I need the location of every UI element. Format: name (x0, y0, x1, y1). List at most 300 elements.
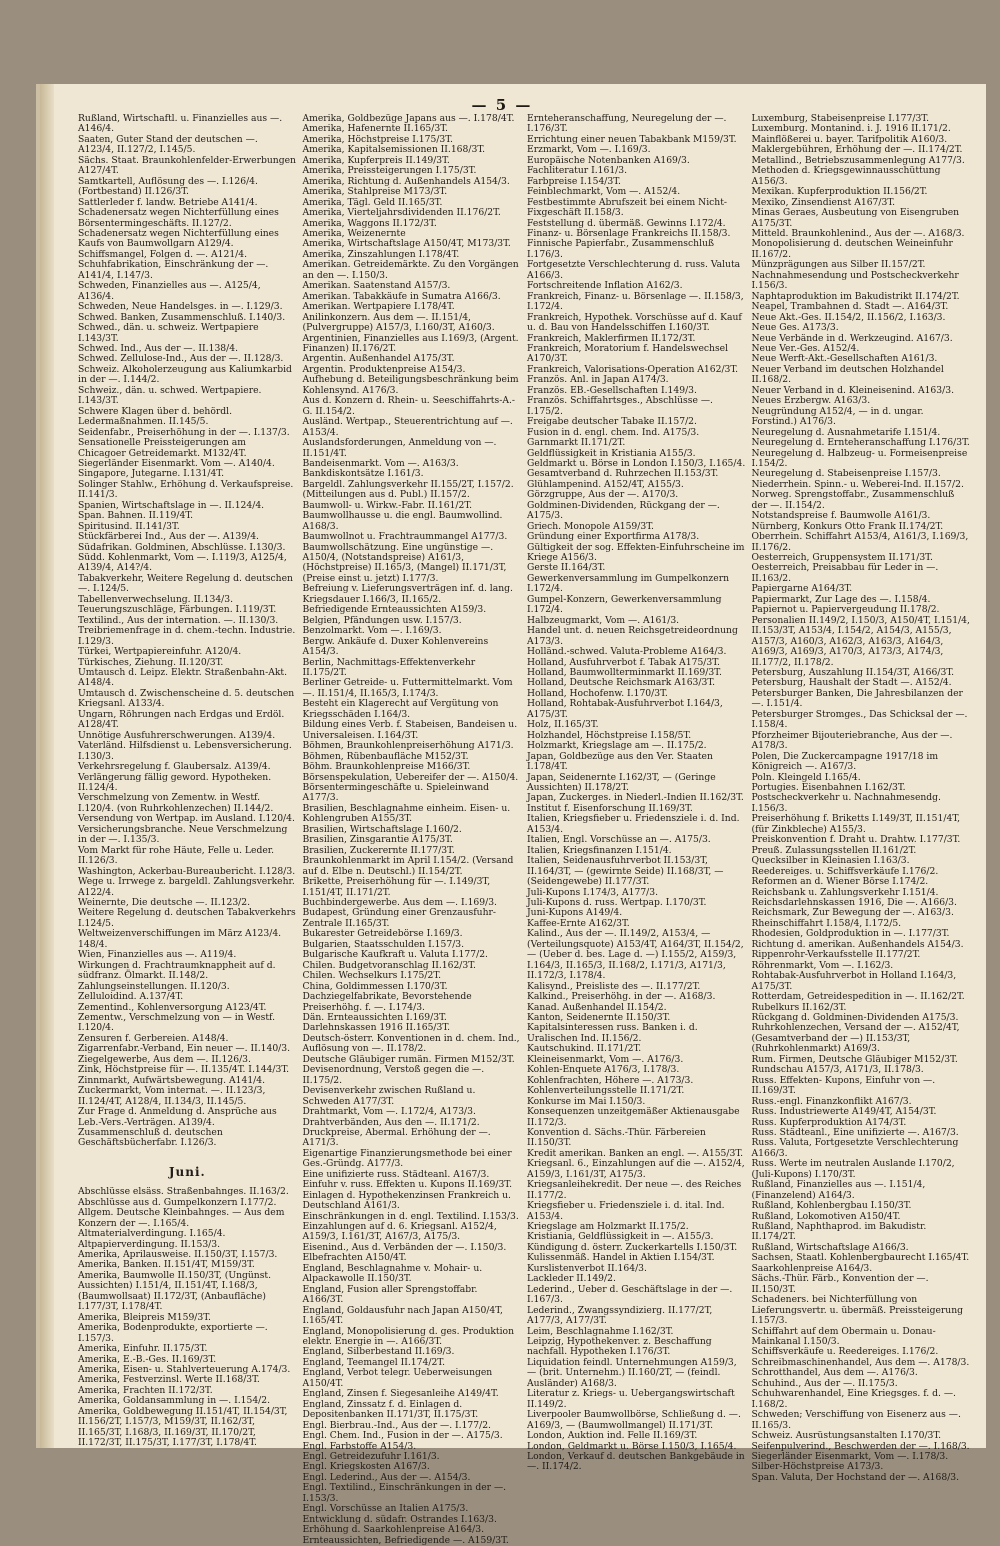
index-entry: Kündigung d. österr. Zuckerkartells I.150/3T. (527, 1241, 738, 1253)
index-entry: Zementw., Verschmelzung von — in Westf. I.120/4. (78, 1011, 276, 1034)
index-entry: England, Monopolisierung d. ges. Produktion elektr. Energie in —. A166/3T. (302, 1325, 515, 1348)
index-entry: Bildung eines Verb. f. Stabeisen, Bandeisen u. Universaleisen. I.164/3T. (302, 719, 518, 741)
index-entry: Chilen. Budgetvoranschlag II.162/3T. (302, 959, 476, 971)
index-entry: Fortschreitende Inflation A162/3. (527, 280, 683, 292)
index-entry: Kurslistenverbot II.164/3. (527, 1262, 647, 1274)
index-entry: Reichsbank u. Zahlungsverkehr I.151/4. (751, 886, 939, 898)
index-entry: Frankreich, Maklerfirmen II.172/3T. (527, 332, 696, 344)
index-entry: Kriegsanl. 6., Einzahlungen auf die —. A152/4, A159/3, I.161/3T, A175/3. (527, 1158, 745, 1180)
index-entry: Spanien, Wirtschaftslage in —. II.124/4. (78, 499, 265, 511)
index-entry: Börsenspekulation, Uebereifer der —. A150/4. (302, 771, 519, 783)
index-entry: Finnische Papierfabr., Zusammenschluß I.176/3. (527, 238, 715, 260)
index-entry: Rußland, Wirtschaftslage A166/3. (751, 1241, 909, 1253)
index-entry: Amerika, Weizenernte (302, 227, 406, 239)
index-entry: Holland, Hochofenw. I.170/3T. (527, 687, 668, 699)
index-entry: Personalien II.149/2, I.150/3, A150/4T, I.151/4, II.153/3T, A153/4, I.154/2, A154/3, A155/3, A157/3, A160/3, A162/3, A163/3, A164/3, A169/3, A169/3, A170/3, A173/3, A174/3, II.177/2, II.178/2. (751, 614, 970, 668)
index-entry: Schuhwarenhandel, Eine Kriegsges. f. d. —. I.168/2. (751, 1388, 956, 1410)
index-entry: Gesamtverband d. Ruhrzechen II.153/3T. (527, 468, 719, 480)
index-entry: Amerika, Bleipreis M159/3T. (78, 1311, 211, 1323)
index-entry: Elbefrachten A150/4T. (302, 1252, 407, 1264)
index-entry: Europäische Notenbanken A169/3. (527, 154, 690, 166)
index-entry: Siegerländer Eisenmarkt, Vom —. I.178/3. (751, 1451, 949, 1462)
index-entry: Oesterreich, Preisabbau für Leder in —. II.163/2. (751, 562, 939, 584)
index-entry: Saaten, Guter Stand der deutschen —. A123/4, II.127/2, I.145/5. (78, 133, 258, 156)
index-entry: Zuckermarkt, Vom internat. —. II.123/3, II.124/4T, A128/4, II.134/3, II.145/5. (78, 1085, 266, 1107)
index-entry: Kautschukind. II.171/2T. (527, 1043, 642, 1055)
index-entry: Amerika, Kapitalsemissionen II.168/3T. (302, 144, 486, 156)
index-entry: Südd. Kohlenmarkt, Vom —. I.119/3, A125/4, A139/4, A14?/4. (78, 552, 287, 574)
index-entry: Neue Verbände in d. Werkzeugind. A167/3. (751, 332, 953, 344)
index-entry: Preuß. Zulassungsstellen II.161/2T. (751, 844, 917, 856)
index-entry: Holzhandel, Höchstpreise I.158/5T. (527, 729, 692, 741)
index-entry: Schiffahrt auf dem Obermain u. Donau-Mainkanal I.150/3. (751, 1325, 936, 1348)
index-entry: Maklergebühren, Erhöhung der —. II.174/2T. (751, 144, 963, 156)
index-entry: Liverpooler Baumwollbörse, Schließung d. —. A169/3, — (Baumwollmangel) II.171/3T. (527, 1409, 741, 1431)
index-entry: Verkehrsregelung f. Glaubersalz. A139/4. (78, 761, 271, 773)
index-entry: London, Geldmarkt u. Börse I.150/3, I.165/4. (527, 1440, 737, 1452)
index-entry: Bulgarische Kaufkraft u. Valuta I.177/2. (302, 949, 488, 961)
index-entry: Amerika, Waggons II.172/3T. (302, 217, 437, 229)
index-entry: Amerikan. Getreidemärkte. Zu den Vorgängen an den —. I.150/3. (302, 259, 519, 281)
index-entry: Neues Erzbergw. A163/3. (751, 395, 871, 407)
index-entry: Goldminen-Dividenden, Rückgang der —. A175/3. (527, 499, 720, 522)
index-entry: Richtung d. amerikan. Außenhandels A154/3. (751, 938, 964, 950)
index-entry: Schadenersatz wegen Nichterfüllung eines Börsentermingeschäfts. II.127/2. (78, 207, 279, 229)
index-entry: Einschränkungen in d. engl. Textilind. I.153/3. (302, 1210, 519, 1222)
index-entry: Amerikan. Wertpapiere I.178/4T. (302, 301, 455, 313)
index-entry: England, Zinssatz f. d. Einlagen d. Depositenbanken II.171/3T, II.175/3T. (302, 1398, 479, 1421)
index-entry: Bankdiskontsätze I.161/3. (302, 468, 424, 480)
index-entry: Samtkartell, Auflösung des —. I.126/4. (Fortbestand) II.126/3T. (78, 175, 258, 198)
index-entry: Türkisches, Ziehung. II.120/3T. (78, 656, 224, 668)
index-entry: Fortgesetzte Verschlechterung d. russ. Valuta A166/3. (527, 259, 741, 281)
index-entry: Kanad. Außenhandel II.154/2. (527, 1001, 667, 1013)
index-entry: Zur Frage d. Anmeldung d. Ansprüche aus Leb.-Vers.-Verträgen. A139/4. (78, 1106, 277, 1128)
index-entry: Niederrhein. Spinn.- u. Weberei-Ind. II.157/2. (751, 478, 964, 490)
index-entry: Rückgang d. Goldminen-Dividenden A175/3. (751, 1011, 959, 1023)
index-entry: Wirkungen d. Frachtraumknappheit auf d. südfranz. Ölmarkt. II.148/2. (78, 959, 276, 982)
index-entry: Engl. Kriegskosten A167/3. (302, 1461, 430, 1473)
index-entry: Besteht ein Klagerecht auf Vergütung von Kriegsschäden I.164/3. (302, 698, 499, 720)
index-entry: England, Zinsen f. Siegesanleihe A149/4T. (302, 1388, 499, 1400)
index-entry: Amerika, Baumwolle II.150/3T, (Ungünst. Aussichten) I.151/4, II.151/4T, I.168/3, (Baumwollsaat) II.172/3T, (Anbaufläche) I.177/3T, I.178/4T. (78, 1269, 272, 1313)
index-entry: Bandeisenmarkt. Vom —. A163/3. (302, 457, 459, 469)
index-entry: Griech. Monopole A159/3T. (527, 520, 654, 532)
index-columns (78, 113, 970, 1546)
index-entry: Rundschau A157/3, A171/3, II.178/3. (751, 1064, 924, 1076)
index-entry: Weinernte, Die deutsche —. II.123/2. (78, 896, 251, 908)
index-entry: Bargeldl. Zahlungsverkehr II.155/2T, I.157/2. (Mitteilungen aus d. Publ.) II.157/2. (302, 478, 514, 501)
index-entry: Schwere Klagen über d. behördl. Ledermaßnahmen. II.145/5. (78, 405, 233, 428)
index-entry: Amerika, Eisen- u. Stahlverteuerung A.174/3. (78, 1364, 291, 1376)
index-entry: Altmaterialverdingung. I.165/4. (78, 1228, 226, 1240)
index-entry: Ungarn, Röhrungen nach Erdgas und Erdöl. A128/4T. (78, 708, 285, 731)
index-entry: Schadenersatz wegen Nichterfüllung eines Kaufs von Baumwollgarn A129/4. (78, 227, 279, 250)
index-entry: Reedereiges. u. Schiffsverkäufe I.176/2. (751, 865, 939, 877)
index-entry: Französ. Schiffahrtsges., Abschlüsse —. I.175/2. (527, 395, 713, 417)
index-entry: Poln. Kleingeld I.165/4. (751, 771, 861, 783)
index-entry: Einlagen d. Hypothekenzinsen Frankreich u. Deutschland A161/3. (302, 1189, 511, 1212)
index-entry: Schiffsmangel, Folgen d. —. A121/4. (78, 248, 248, 260)
index-entry: Engl. Lederind., Aus der —. A154/3. (302, 1471, 471, 1483)
index-entry: Polen, Die Zuckercampagne 1917/18 im Königreich —. A167/3. (751, 750, 939, 773)
index-entry: England, Fusion aller Sprengstoffabr. A166/3T. (302, 1283, 478, 1306)
index-entry: Buchbindergewerbe. Aus dem —. I.169/3. (302, 896, 497, 908)
index-entry: Fachliteratur I.161/3. (527, 165, 628, 177)
index-entry: Berlin, Nachmittags-Effektenverkehr II.175/2T. (302, 656, 476, 679)
index-entry: Konkurse im Mai I.150/3. (527, 1095, 646, 1107)
index-entry: Liquidation feindl. Unternehmungen A159/3, — (brit. Unternehm.) II.160/2T, — (feindl. Ausländer) A168/3. (527, 1356, 737, 1389)
index-entry: Amerika, Goldbewegung II.151/4T, II.154/3T, II.156/2T, I.157/3, M159/3T, II.162/3T, II.165/3T, I.168/3, II.169/3T, II.170/2T, II.172/3T, II.175/3T, I.177/3T, I.178/4T. (78, 1405, 288, 1449)
index-entry: Spiritusind. II.141/3T. (78, 520, 180, 532)
index-entry: Amerika, Wirtschaftslage A150/4T, M173/3T. (302, 238, 511, 250)
index-entry: Petersburger Banken, Die Jahresbilanzen der —. I.151/4. (751, 687, 963, 710)
index-entry: Kapitalsinteressen russ. Banken i. d. Uralischen Ind. II.156/2. (527, 1022, 698, 1044)
index-entry: Geldmarkt u. Börse in London I.150/3, I.165/4. (527, 457, 746, 469)
index-entry: Russ. Kupferproduktion A174/3T. (751, 1116, 907, 1128)
index-entry: Juli-Kupons d. russ. Wertpap. I.170/3T. (527, 896, 707, 908)
index-entry: Finanz- u. Börsenlage Frankreichs II.158/3. (527, 227, 731, 239)
index-entry: England, Beschlagnahme v. Mohair- u. Alpackawolle II.150/3T. (302, 1262, 483, 1285)
index-entry: Türkei, Wertpapiereinfuhr. A120/4. (78, 646, 242, 658)
index-entry: Darlehnskassen 1916 II.165/3T. (302, 1022, 451, 1034)
index-entry: Schweiz., dän. u. schwed. Wertpapiere. I.143/3T. (78, 384, 262, 407)
index-entry: Eine unifizierte russ. Städteanl. A167/3. (302, 1168, 490, 1180)
index-entry: Rußland, Naphthaprod. im Bakudistr. II.174/2T. (751, 1221, 927, 1243)
index-entry: Kalind., Aus der —. II.149/2, A153/4, — (Verteilungsquote) A153/4T, A164/3T, II.154/2, — (Ueber d. bes. Lage d. —) I.155/2, A159/3, I.164/3, II.165/3, II.168/2, I.171/3, A171/3, II.172/3, I.178/4. (527, 928, 744, 982)
index-entry: Amerikan. Saatenstand A157/3. (302, 280, 451, 292)
index-entry: Druckpreise, Abermal. Erhöhung der —. A171/3. (302, 1126, 491, 1149)
index-entry: Garnmarkt II.171/2T. (527, 437, 626, 449)
index-entry: Singapore, Jutegarne. I.131/4T. (78, 468, 224, 480)
index-entry: Petersburg, Auszahlung II.154/3T, A166/3T. (751, 667, 955, 679)
index-entry: Solinger Stahlw., Erhöhung d. Verkaufspreise. II.141/3. (78, 478, 294, 501)
index-entry: Kleineisenmarkt, Vom —. A176/3. (527, 1053, 684, 1065)
index-entry: England, Teemangel II.174/2T. (302, 1356, 445, 1368)
index-entry: Brasilien, Zinsgarantie A175/3T. (302, 834, 453, 846)
index-entry: Amerika, Einfuhr. II.175/3T. (78, 1343, 208, 1355)
index-entry: Dän. Ernteaussichten I.169/3T. (302, 1011, 447, 1023)
index-entry: Braunkohlenmarkt im April I.154/2. (Versand auf d. Elbe n. Deutschl.) II.154/2T. (302, 855, 514, 877)
index-entry: Böhmen, Rübenbaufläche M152/3T. (302, 750, 469, 762)
index-entry: Schweden, Neue Handelsges. in —. I.129/3. (78, 301, 283, 313)
index-entry: Rohtabak-Ausfuhrverbot in Holland I.164/3, A175/3T. (751, 970, 957, 992)
index-entry: Ernteaussichten, Befriedigende —. A159/3T. (302, 1534, 509, 1546)
index-entry: Glühlampenind. A152/4T, A155/3. (527, 478, 684, 490)
index-entry: Handel unt. d. neuen Reichsgetreideordnung A173/3. (527, 625, 738, 647)
index-entry: Zigarrenfabr.-Verband, Ein neuer —. II.140/3. (78, 1043, 291, 1055)
index-entry: Fusion in d. engl. chem. Ind. A175/3. (527, 426, 700, 438)
index-entry: Luxemburg, Stabeisenpreise I.177/3T. (751, 113, 929, 124)
index-entry: Oberrhein. Schiffahrt A153/4, A161/3, I.169/3, II.176/2. (751, 531, 969, 553)
index-entry: Russ. Städteanl., Eine unifizierte —. A167/3. (751, 1126, 959, 1138)
index-entry: Amerika, Kupferpreis II.149/3T. (302, 154, 450, 166)
index-entry: Mitteld. Braunkohlenind., Aus der —. A168/3. (751, 227, 965, 239)
index-entry: Span. Bahnen. II.119/4T. (78, 510, 194, 522)
index-entry: Naphtaproduktion im Bakudistrikt II.174/2T. (751, 290, 960, 302)
index-entry: Zinnmarkt, Aufwärtsbewegung. A141/4. (78, 1074, 266, 1086)
index-entry: Rum. Firmen, Deutsche Gläubiger M152/3T. (751, 1053, 958, 1065)
index-entry: London, Verkauf d. deutschen Bankgebäude in —. II.174/2. (527, 1451, 745, 1473)
index-entry: Schwed. Banken, Zusammenschluß. I.140/3. (78, 311, 286, 323)
index-entry: Rotterdam, Getreidespedition in —. II.162/2T. (751, 991, 965, 1003)
index-entry: Seifenpulverind., Beschwerden der —. I.168/3. (751, 1440, 970, 1452)
index-entry: Frankreich, Hypothek. Vorschüsse auf d. Kauf u. d. Bau von Handelsschiffen I.160/3T. (527, 311, 742, 334)
index-entry: Rheinschiffahrt I.158/4, I.172/5. (751, 917, 902, 929)
index-entry: Neuregelung d. Halbzeug- u. Formeisenpreise I.154/2. (751, 447, 968, 469)
index-entry: Halbzeugmarkt, Vom —. A161/3. (527, 614, 680, 626)
index-entry: Brikette, Preiserhöhung für —. I.149/3T, I.151/4T, II.171/2T. (302, 876, 491, 898)
index-entry: Pforzheimer Bijouteriebranche, Aus der —. A178/3. (751, 729, 953, 752)
index-entry: Neue Werft-Akt.-Gesellschaften A161/3. (751, 353, 938, 365)
index-entry: Devisenordnung, Verstoß gegen die —. II.175/2. (302, 1064, 485, 1086)
index-entry: Schrotthandel, Aus dem —. A176/3. (751, 1367, 918, 1379)
index-entry: Kohlen-Enquete A176/3, I.178/3. (527, 1064, 680, 1076)
index-entry: Kredit amerikan. Banken an engl. —. A155/3T. (527, 1147, 744, 1159)
index-entry: Baumwollhausse u. die engl. Baumwollind. A168/3. (302, 510, 503, 532)
index-entry: Görzgruppe, Aus der —. A170/3. (527, 489, 679, 501)
index-entry: Rubelkurs II.162/3T. (751, 1001, 847, 1013)
index-entry: Engl. Textilind., Einschränkungen in der —. I.153/3. (302, 1482, 507, 1504)
index-entry: Brasilien, Wirtschaftslage I.160/2. (302, 823, 462, 835)
index-entry: Amerika, Frachten II.172/3T. (78, 1384, 213, 1396)
index-entry: Schwed. Ind., Aus der —. II.138/4. (78, 342, 238, 354)
index-entry: Petersburger Stromges., Das Schicksal der —. I.158/4. (751, 708, 968, 731)
index-entry: Frankreich, Valorisations-Operation A162/3T. (527, 363, 739, 375)
index-entry: Weltweizenverschiffungen im März A123/4. 148/4. (78, 928, 282, 950)
index-entry: Japan, Goldbezüge aus den Ver. Staaten I.178/4T. (527, 750, 713, 773)
index-entry: Literatur z. Kriegs- u. Uebergangswirtschaft II.149/2. (527, 1388, 735, 1410)
index-entry: Stückfärberei Ind., Aus der —. A139/4. (78, 531, 259, 543)
index-entry: Luxemburg. Montanind. i. J. 1916 II.171/2. (751, 123, 951, 135)
index-entry: Amerika, Stahlpreise M173/3T. (302, 186, 448, 198)
index-entry: Abschlüsse elsäss. Straßenbahnges. II.163/2. (78, 1186, 289, 1198)
index-entry: Schwed. Zellulose-Ind., Aus der —. II.128/3. (78, 353, 284, 365)
index-entry: Umtausch d. Zwischenscheine d. 5. deutschen Kriegsanl. A133/4. (78, 687, 295, 710)
index-entry: Monopolisierung d. deutschen Weineinfuhr II.167/2. (751, 238, 953, 260)
index-entry: Münzprägungen aus Silber II.157/2T. (751, 259, 926, 271)
index-entry: Feststellung d. übermäß. Gewinns I.172/4. (527, 217, 726, 229)
index-entry: Eisenind., Aus d. Verbänden der —. I.150/3. (302, 1241, 507, 1253)
index-entry: Russ. Industriewerte A149/4T, A154/3T. (751, 1106, 937, 1118)
index-entry: Kanton, Seidenernte II.150/3T. (527, 1011, 671, 1023)
index-entry: Italien, Seidenausfuhrverbot II.153/3T, II.164/3T, — (gewirnte Seide) II.168/3T, — (Seidengewebe) II.177/3T. (527, 855, 724, 888)
index-entry: Amerika, Goldbezüge Japans aus —. I.178/4T. (302, 113, 515, 124)
index-entry: Rippenrohr-Verkaufsstelle II.177/2T. (751, 949, 921, 961)
index-entry: Chilen. Wechselkurs I.175/2T. (302, 970, 442, 982)
index-entry: Petersburg, Haushalt der Stadt —. A152/4. (751, 677, 952, 689)
index-entry: Holland, Ausfuhrverbot f. Tabak A175/3T. (527, 656, 720, 668)
index-entry: Baumwoll- u. Wirkw.-Fabr. II.161/2T. (302, 499, 473, 511)
index-entry: Nürnberg, Konkurs Otto Frank II.174/2T. (751, 520, 944, 532)
index-entry: Altpapierverdingung. II.153/3. (78, 1238, 221, 1250)
index-entry: Amerika, Höchstpreise I.175/3T. (302, 133, 453, 145)
index-entry: Lederind., Zwangssyndizierg. II.177/2T, A177/3, A177/3T. (527, 1304, 713, 1327)
index-column-4 (751, 113, 971, 1483)
index-entry: Tabellenverwechselung. II.134/3. (78, 593, 234, 605)
index-entry: Papiermarkt, Zur Lage des —. I.158/4. (751, 593, 931, 605)
index-entry: Neuregelung d. Ernteheranschaffung I.176/3T. (751, 437, 970, 449)
index-entry: Quecksilber in Kleinasien I.163/3. (751, 855, 910, 867)
index-entry: Kriegsanleihekredit. Der neue —. des Reiches II.177/2. (527, 1179, 742, 1201)
index-entry: Neugründung A152/4, — in d. ungar. Forstind.) A176/3. (751, 405, 924, 428)
index-entry: Postscheckverkehr u. Nachnahmesendg. I.156/3. (751, 792, 941, 814)
index-entry: Engl. Chem. Ind., Fusion in der —. A175/3. (302, 1430, 503, 1442)
index-entry: Amerika, Vierteljahrsdividenden II.176/2T. (302, 207, 501, 219)
index-entry: Nachnahmesendung und Postscheckverkehr I.156/3. (751, 269, 959, 292)
index-entry: Engl. Farbstoffe A154/3. (302, 1440, 417, 1452)
index-entry: Teuerungszuschläge, Färbungen. I.119/3T. (78, 604, 277, 616)
index-entry: Tabakverkehr, Weitere Regelung d. deutschen —. I.124/5. (78, 572, 293, 595)
index-entry: Seidenfabr., Preiserhöhung in der —. I.137/3. (78, 426, 290, 438)
index-entry: China, Goldimmessen I.170/3T. (302, 980, 448, 992)
index-entry: Versicherungsbranche. Neue Verschmelzung in der —. I.135/3. (78, 823, 288, 846)
index-entry: Japan, Seidenernte I.162/3T, — (Geringe Aussichten) II.178/2T. (527, 771, 716, 793)
index-entry: Kulissenmäß. Handel in Aktien I.154/3T. (527, 1252, 715, 1264)
index-entry: Sachsen, Staatl. Kohlenbergbaurecht I.165/4T. (751, 1252, 970, 1264)
index-entry: Brasilien, Beschlagnahme einheim. Eisen- u. Kohlengruben A155/3T. (302, 802, 511, 825)
index-entry: Amerika, E.-B.-Ges. II.169/3T. (78, 1353, 217, 1365)
index-entry: Schreibmaschinenhandel, Aus dem —. A178/3. (751, 1356, 970, 1368)
index-entry: Röhrenmarkt, Vom —. I.162/3. (751, 959, 894, 971)
index-entry: Leipzig, Hypothekenver. z. Beschaffung nachfall. Hypotheken I.176/3T. (527, 1336, 712, 1358)
index-entry: Holland, Deutsche Reichsmark A163/3T. (527, 677, 716, 689)
section-heading: Juni. (168, 1164, 206, 1179)
index-entry: Metallind., Betriebszusammenlegung A177/3. (751, 154, 965, 166)
index-entry: Deutsch-österr. Konventionen in d. chem. Ind., Auflösung von —. II.178/2. (302, 1032, 520, 1055)
index-entry: Italien, Kriegsfinanzen I.151/4. (527, 844, 672, 856)
index-entry: Sächs.-Thür. Färb., Konvention der —. II.150/3T. (751, 1273, 929, 1295)
index-entry: Allgem. Deutsche Kleinbahnges. — Aus dem Konzern der —. I.165/4. (78, 1207, 285, 1229)
index-entry: Schuhind., Aus der —. II.175/3. (751, 1377, 898, 1389)
index-entry: Minas Geraes, Ausbeutung von Eisengruben A175/3T. (751, 207, 960, 229)
index-entry: Devisenverkehr zwischen Rußland u. Schweden A177/3T. (302, 1085, 476, 1107)
index-entry: Amerika, Aprilausweise. II.150/3T, I.157/3. (78, 1249, 278, 1261)
index-column-1 (78, 113, 297, 1449)
index-entry: Zensuren f. Gerbereien. A148/4. (78, 1032, 229, 1044)
index-entry: Schweiz. Ausrüstungsanstalten I.170/3T. (751, 1430, 942, 1442)
index-entry: Russ.-engl. Finanzkonflikt A167/3. (751, 1095, 912, 1107)
index-entry: Notstandspreise f. Baumwolle A161/3. (751, 510, 931, 522)
index-entry: Verschmelzung von Zementw. in Westf. I.120/4. (von Ruhrkohlenzechen) II.144/2. (78, 792, 274, 814)
index-entry: Schweiz. Alkoholerzeugung aus Kaliumkarbid in der —. I.144/2. (78, 363, 292, 386)
index-entry: Gültigkeit der sog. Effekten-Einfuhrscheine im Kriege A156/3. (527, 541, 745, 564)
index-entry: Kristiania, Geldflüssigkeit in —. A155/3. (527, 1231, 714, 1243)
index-entry: Erzmarkt, Vom —. I.169/3. (527, 144, 651, 156)
index-entry: Entwicklung d. südafr. Ostrandes I.163/3. (302, 1513, 497, 1525)
index-entry: Französ. Anl. in Japan A174/3. (527, 374, 669, 386)
index-entry: Kohlenfrachten, Höhere —. A173/3. (527, 1074, 694, 1086)
index-entry: Kalisynd., Preisliste des —. II.177/2T. (527, 980, 701, 992)
index-entry: Juni-Kupons A149/4. (527, 907, 623, 919)
page-number: — 5 — (471, 96, 533, 114)
index-entry: Argentin. Außenhandel A175/3T. (302, 353, 455, 365)
index-entry: Amerika, Richtung d. Außenhandels A154/3. (302, 175, 510, 187)
index-entry: Reichsdarlehnskassen 1916, Die —. A166/3. (751, 896, 957, 908)
index-entry: Methoden d. Kriegsgewinnausschüttung A156/3. (751, 165, 941, 187)
index-entry: Treibriemenfrage in d. chem.-techn. Industrie. I.129/3. (78, 625, 296, 647)
index-entry: Neuregelung d. Ausnahmetarife I.151/4. (751, 426, 941, 438)
index-entry: Börsentermingeschäfte u. Spieleinwand A177/3. (302, 782, 490, 804)
index-entry: Kaffee-Ernte A162/3T. (527, 917, 630, 929)
index-entry: Farbpreise I.154/3T. (527, 175, 621, 187)
index-entry: Reformen an d. Wiener Börse I.174/2. (751, 876, 929, 888)
index-entry: Umtausch d. Leipz. Elektr. Straßenbahn-Akt. A148/4. (78, 667, 288, 689)
index-entry: Geldflüssigkeit in Kristiania A155/3. (527, 447, 696, 459)
index-entry: Amerika, Hafenernte II.165/3T. (302, 123, 448, 135)
index-entry: Schweden, Finanzielles aus —. A125/4, A136/4. (78, 280, 261, 302)
index-entry: Konvention d. Sächs.-Thür. Färbereien II.150/3T. (527, 1126, 706, 1149)
binding-edge (40, 84, 54, 1448)
index-entry: Engl. Vorschüsse an Italien A175/3. (302, 1503, 469, 1515)
index-entry: Sattlerleder f. landw. Betriebe A141/4. (78, 196, 258, 208)
index-entry: Zementind., Kohlenversorgung A123/4T. (78, 1001, 267, 1013)
index-entry: Böhmen, Braunkohlenpreiserhöhung A171/3. (302, 740, 514, 752)
index-entry: Span. Valuta, Der Hochstand der —. A168/3. (751, 1471, 960, 1483)
index-entry: England, Silberbestand II.169/3. (302, 1346, 455, 1358)
index-entry: Amerika, Preissteigerungen I.175/3T. (302, 165, 477, 177)
index-entry: Wege u. Irrwege z. bargeldl. Zahlungsverkehr. A122/4. (78, 876, 295, 898)
index-entry: Vaterländ. Hilfsdienst u. Lebensversicherung. I.130/3. (78, 740, 292, 762)
index-entry: Bulgarien, Staatsschulden I.157/3. (302, 938, 465, 950)
index-entry: Lederind., Ueber d. Geschäftslage in der —. I.167/3. (527, 1283, 733, 1306)
index-entry: Belgien, Pfändungen usw. I.157/3. (302, 614, 462, 626)
index-entry: Schadeners. bei Nichterfüllung von Lieferungsvertr. u. übermäß. Preissteigerung I.157/3. (751, 1294, 963, 1327)
index-entry: Bergw. Ankäufe d. Duxer Kohlenvereins A154/3. (302, 635, 489, 658)
index-entry: Italien, Kriegsfieber u. Friedensziele i. d. Ind. A153/4. (527, 813, 740, 835)
index-entry: Oesterreich, Gruppensystem II.171/3T. (751, 552, 933, 564)
index-entry: Gründung einer Exportfirma A178/3. (527, 531, 700, 543)
index-entry: Zelluloidind. A.137/4T. (78, 991, 184, 1003)
index-entry: Eigenartige Finanzierungsmethode bei einer Ges.-Gründg. A177/3. (302, 1147, 512, 1170)
index-entry: Feinblechmarkt, Vom —. A152/4. (527, 186, 681, 198)
index-entry: Kalkind., Preiserhöhg. in der —. A168/3. (527, 991, 716, 1003)
index-entry: Weitere Regelung d. deutschen Tabakverkehrs I.124/5. (78, 907, 296, 929)
index-entry: Schweden; Verschiffung von Eisenerz aus —. II.165/3. (751, 1409, 961, 1431)
index-entry: Zusammenschluß d. deutschen Geschäftsbücherfabr. I.126/3. (78, 1126, 223, 1149)
index-entry: Rußland, Kohlenbergbau I.150/3T. (751, 1200, 912, 1212)
index-entry: Japan, Zuckerges. in Niederl.-Indien II.162/3T. (527, 792, 744, 804)
index-entry: Textilind., Aus der internation. —. II.130/3. (78, 614, 279, 626)
index-entry: Rußland, Lokomotiven A150/4T. (751, 1210, 901, 1222)
index-entry: Leim, Beschlagnahme I.162/3T. (527, 1325, 674, 1337)
index-entry: Einzahlungen auf d. 6. Kriegsanl. A152/4, A159/3, I.161/3T, A167/3, A175/3. (302, 1221, 497, 1243)
index-entry: Gerste II.164/3T. (527, 562, 606, 574)
index-entry: Neue Ver.-Ges. A152/4. (751, 342, 860, 354)
index-entry: Baumwollnot u. Frachtraummangel A177/3. (302, 531, 508, 543)
index-entry: Zahlungseinstellungen. II.120/3. (78, 980, 230, 992)
index-entry: Einfuhr v. russ. Effekten u. Kupons II.169/3T. (302, 1179, 512, 1191)
index-entry: Neuer Verband im deutschen Holzhandel II.168/2. (751, 363, 944, 386)
index-entry: Amerika, Tägl. Geld II.165/3T. (302, 196, 443, 208)
index-entry: Juli-Kupons I.174/3, A177/3. (527, 886, 659, 898)
index-entry: Washington, Ackerbau-Bureaubericht. I.128/3. (78, 865, 296, 877)
index-entry: Verlängerung fällig geword. Hypotheken. II.124/4. (78, 771, 272, 793)
index-entry: Gumpel-Konzern, Gewerkenversammlung I.172/4. (527, 593, 722, 616)
index-entry: Russ. Valuta, Fortgesetzte Verschlechterung A166/3. (751, 1137, 959, 1159)
index-entry: Neuregelung d. Stabeisenpreise I.157/3. (751, 468, 941, 480)
index-entry: Schiffsverkäufe u. Reedereiges. I.176/2. (751, 1346, 939, 1358)
index-entry: Amerika, Goldansammlung in —. I.154/2. (78, 1395, 271, 1407)
index-entry: Amerika, Zinszahlungen I.178/4T. (302, 248, 460, 260)
index-entry: Anilinkonzern. Aus dem —. II.151/4, (Pulvergruppe) A157/3, I.160/3T, A160/3. (302, 311, 495, 334)
index-entry: Schwed., dän. u. schweiz. Wertpapiere I.143/3T. (78, 322, 259, 344)
index-entry: Siegerländer Eisenmarkt. Vom —. A140/4. (78, 457, 275, 469)
index-entry: Böhm. Braunkohlenpreise M166/3T. (302, 761, 471, 773)
index-entry: Italien, Engl. Vorschüsse an —. A175/3. (527, 834, 711, 846)
index-entry: Ziegelgewerbe, Aus dem —. II.126/3. (78, 1053, 251, 1065)
index-entry: Ausländ. Wertpap., Steuerentrichtung auf —. A153/4. (302, 416, 513, 438)
